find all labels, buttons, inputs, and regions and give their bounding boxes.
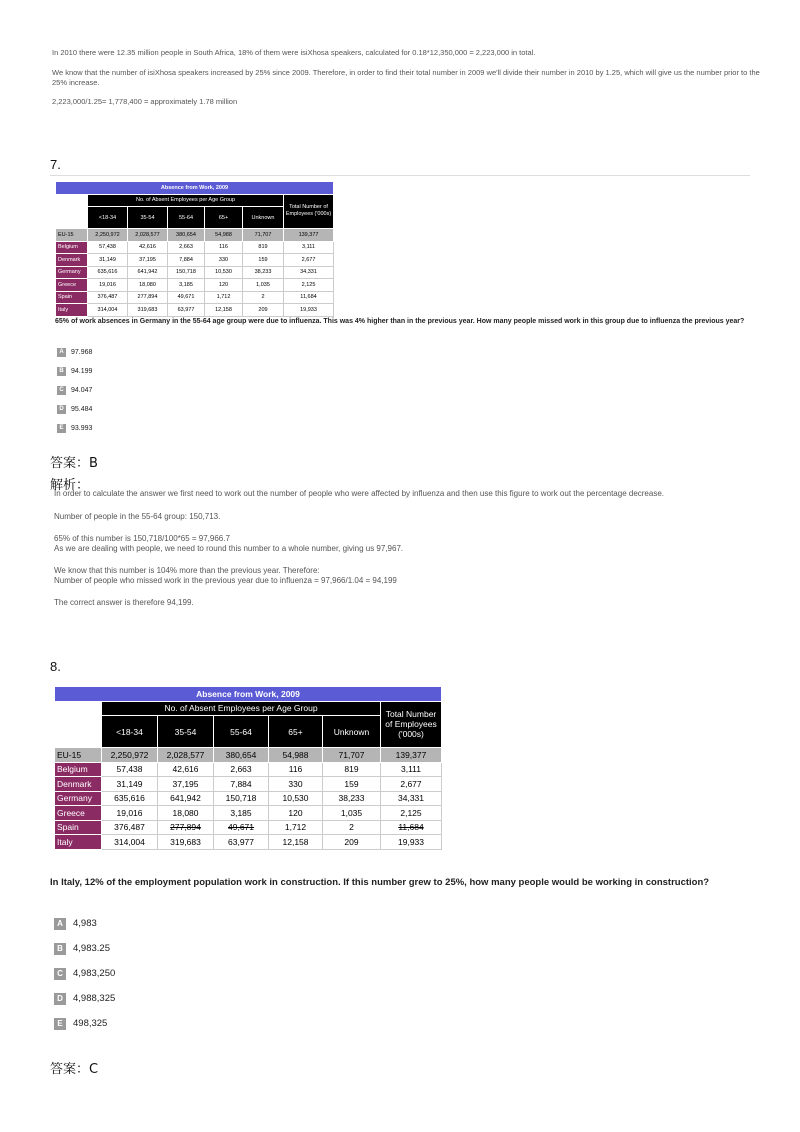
table-cell: 120	[205, 279, 243, 292]
table-row	[55, 835, 442, 850]
table-cell: 635,616	[88, 266, 128, 279]
table-row	[55, 791, 442, 806]
table-cell: 42,616	[128, 241, 168, 254]
table-cell: 277,894	[128, 291, 168, 304]
option-text: 498,325	[73, 1018, 108, 1029]
option-d[interactable]	[57, 400, 92, 419]
table-cell: 1,035	[243, 279, 284, 292]
table-cell: 3,185	[168, 279, 205, 292]
column-header: 35-54	[128, 207, 168, 229]
table-row	[56, 304, 334, 317]
option-e[interactable]	[54, 1011, 115, 1036]
column-header: Unknown	[243, 207, 284, 229]
option-text: 4,983,250	[73, 968, 116, 979]
option-letter: E	[54, 1018, 66, 1030]
table-cell: 57,438	[102, 762, 158, 777]
column-header: 55-64	[168, 207, 205, 229]
table-cell: 10,530	[205, 266, 243, 279]
table-cell: 2,125	[284, 279, 334, 292]
group-header: No. of Absent Employees per Age Group	[88, 194, 284, 207]
table-cell: 49,671	[168, 291, 205, 304]
option-letter: A	[54, 918, 66, 930]
table-cell: 54,988	[205, 229, 243, 242]
column-header: <18-34	[88, 207, 128, 229]
row-label: EU-15	[55, 748, 102, 763]
table-cell: 116	[269, 762, 323, 777]
question-7-number: 7.	[50, 157, 61, 172]
table-cell: 209	[323, 835, 381, 850]
table-row	[55, 762, 442, 777]
question-8-number: 8.	[50, 659, 61, 674]
table-cell: 2,677	[284, 254, 334, 267]
table-cell: 18,080	[128, 279, 168, 292]
table-corner	[55, 701, 102, 748]
table-cell: 11,684	[381, 820, 442, 835]
table-cell: 11,684	[284, 291, 334, 304]
option-letter: A	[57, 348, 66, 357]
option-letter: D	[54, 993, 66, 1005]
table-title: Absence from Work, 2009	[55, 687, 442, 702]
row-label: Greece	[56, 279, 88, 292]
table-cell: 120	[269, 806, 323, 821]
divider	[50, 175, 750, 176]
table-cell: 71,707	[323, 748, 381, 763]
table-cell: 1,035	[323, 806, 381, 821]
option-e[interactable]	[57, 419, 92, 438]
option-a[interactable]	[57, 343, 92, 362]
explanation-line: In order to calculate the answer we first need to work out the number of people who were affected by influenza and then use this figure to work out the percentage decrease.	[54, 489, 664, 498]
table-cell: 19,016	[102, 806, 158, 821]
option-d[interactable]	[54, 986, 115, 1011]
question-8-answer: 答案：C	[50, 1062, 99, 1077]
table-cell: 19,933	[381, 835, 442, 850]
column-header: 65+	[205, 207, 243, 229]
option-letter: E	[57, 424, 66, 433]
question-7-answer: 答案：B	[50, 456, 98, 471]
table-cell: 71,707	[243, 229, 284, 242]
option-text: 4,983	[73, 918, 97, 929]
table-cell: 2,125	[381, 806, 442, 821]
table-cell: 38,233	[243, 266, 284, 279]
table-cell: 38,233	[323, 791, 381, 806]
table-cell: 1,712	[205, 291, 243, 304]
absence-table-q7	[55, 181, 334, 317]
option-c[interactable]	[57, 381, 92, 400]
option-letter: D	[57, 405, 66, 414]
question-8-text: In Italy, 12% of the employment population work in construction. If this number grew to 25%, how many people would be working in construction?	[50, 877, 710, 888]
absence-table-q8	[54, 686, 442, 850]
table-cell: 2,028,577	[158, 748, 214, 763]
table-cell: 34,331	[284, 266, 334, 279]
total-header: Total Number of Employees ('000s)	[284, 194, 334, 229]
row-label: Italy	[55, 835, 102, 850]
table-cell: 319,683	[128, 304, 168, 317]
option-a[interactable]	[54, 911, 115, 936]
table-title: Absence from Work, 2009	[56, 182, 334, 195]
explanation-line: Number of people in the 55-64 group: 150,713.	[54, 512, 221, 521]
table-cell: 314,004	[88, 304, 128, 317]
table-cell: 57,438	[88, 241, 128, 254]
option-letter: C	[57, 386, 66, 395]
table-row	[56, 266, 334, 279]
table-cell: 63,977	[214, 835, 269, 850]
row-label: Denmark	[56, 254, 88, 267]
question-7-options	[57, 343, 92, 438]
column-header: <18-34	[102, 716, 158, 748]
table-cell: 37,195	[128, 254, 168, 267]
question-8-options	[54, 911, 115, 1036]
table-cell: 139,377	[381, 748, 442, 763]
intro-line-3: 2,223,000/1.25= 1,778,400 = approximately 1.78 million	[52, 97, 238, 106]
table-cell: 159	[243, 254, 284, 267]
table-cell: 330	[269, 777, 323, 792]
explanation-line: The correct answer is therefore 94,199.	[54, 598, 194, 607]
table-row	[56, 254, 334, 267]
row-label: Germany	[56, 266, 88, 279]
table-cell: 641,942	[128, 266, 168, 279]
option-text: 93.993	[71, 425, 93, 432]
table-cell: 49,671	[214, 820, 269, 835]
explanation-line: As we are dealing with people, we need to round this number to a whole number, giving us 97,967.	[54, 544, 404, 553]
table-cell: 31,149	[102, 777, 158, 792]
option-letter: C	[54, 968, 66, 980]
table-cell: 3,111	[284, 241, 334, 254]
table-cell: 19,933	[284, 304, 334, 317]
table-cell: 2,250,972	[88, 229, 128, 242]
table-cell: 18,080	[158, 806, 214, 821]
column-header: Unknown	[323, 716, 381, 748]
table-cell: 150,718	[168, 266, 205, 279]
table-cell: 42,616	[158, 762, 214, 777]
table-cell: 380,654	[168, 229, 205, 242]
table-cell: 19,016	[88, 279, 128, 292]
table-cell: 2	[243, 291, 284, 304]
table-cell: 3,111	[381, 762, 442, 777]
option-text: 94.047	[71, 387, 93, 394]
intro-explanation	[52, 48, 762, 107]
row-label: Greece	[55, 806, 102, 821]
column-header: 55-64	[214, 716, 269, 748]
column-header: 35-54	[158, 716, 214, 748]
table-row	[56, 229, 334, 242]
row-label: Italy	[56, 304, 88, 317]
table-cell: 3,185	[214, 806, 269, 821]
table-cell: 139,377	[284, 229, 334, 242]
table-cell: 2,250,972	[102, 748, 158, 763]
table-cell: 63,977	[168, 304, 205, 317]
table-cell: 376,487	[88, 291, 128, 304]
explanation-line: We know that this number is 104% more than the previous year. Therefore:	[54, 566, 320, 575]
group-header: No. of Absent Employees per Age Group	[102, 701, 381, 716]
table-cell: 54,988	[269, 748, 323, 763]
row-label: Germany	[55, 791, 102, 806]
option-b[interactable]	[54, 936, 115, 961]
table-row	[56, 291, 334, 304]
table-row	[55, 777, 442, 792]
table-row	[56, 279, 334, 292]
option-c[interactable]	[54, 961, 115, 986]
option-letter: B	[54, 943, 66, 955]
table-row	[55, 748, 442, 763]
table-cell: 376,487	[102, 820, 158, 835]
row-label: Denmark	[55, 777, 102, 792]
table-cell: 209	[243, 304, 284, 317]
table-row	[55, 806, 442, 821]
table-cell: 2,028,577	[128, 229, 168, 242]
table-cell: 12,158	[205, 304, 243, 317]
table-cell: 641,942	[158, 791, 214, 806]
table-cell: 31,149	[88, 254, 128, 267]
table-cell: 819	[323, 762, 381, 777]
explanation-line: 65% of this number is 150,718/100*65 = 97,966.7	[54, 534, 230, 543]
table-cell: 314,004	[102, 835, 158, 850]
question-7-explanation	[54, 489, 754, 608]
table-cell: 1,712	[269, 820, 323, 835]
option-letter: B	[57, 367, 66, 376]
table-cell: 7,884	[214, 777, 269, 792]
table-cell: 2,663	[168, 241, 205, 254]
explanation-label: 解析：	[50, 478, 90, 493]
table-cell: 380,654	[214, 748, 269, 763]
option-text: 4,983.25	[73, 943, 110, 954]
option-text: 97.968	[71, 349, 93, 356]
table-corner	[56, 194, 88, 229]
table-cell: 819	[243, 241, 284, 254]
table-cell: 2,677	[381, 777, 442, 792]
table-cell: 37,195	[158, 777, 214, 792]
table-cell: 34,331	[381, 791, 442, 806]
table-cell: 12,158	[269, 835, 323, 850]
intro-line-1: In 2010 there were 12.35 million people in South Africa, 18% of them were isiXhosa speakers, calculated for 0.18*12,350,000 = 2,223,000 in total.	[52, 48, 536, 57]
row-label: EU-15	[56, 229, 88, 242]
row-label: Belgium	[56, 241, 88, 254]
row-label: Spain	[56, 291, 88, 304]
explanation-line: Number of people who missed work in the previous year due to influenza = 97,966/1.04 = 94,199	[54, 576, 397, 585]
option-text: 94.199	[71, 368, 93, 375]
total-header: Total Number of Employees ('000s)	[381, 701, 442, 748]
table-cell: 277,894	[158, 820, 214, 835]
table-cell: 635,616	[102, 791, 158, 806]
row-label: Spain	[55, 820, 102, 835]
question-7-text: 65% of work absences in Germany in the 55-64 age group were due to influenza. This was 4% higher than in the previous year. How many people missed work in this group due to influenza the previous year?	[55, 318, 745, 325]
table-cell: 150,718	[214, 791, 269, 806]
table-cell: 319,683	[158, 835, 214, 850]
option-b[interactable]	[57, 362, 92, 381]
table-cell: 159	[323, 777, 381, 792]
table-cell: 7,884	[168, 254, 205, 267]
table-row	[56, 241, 334, 254]
table-cell: 2	[323, 820, 381, 835]
row-label: Belgium	[55, 762, 102, 777]
intro-line-2: We know that the number of isiXhosa speakers increased by 25% since 2009. Therefore, in order to find their total number in 2009 we'll divide their number in 2010 by 1.25, which will give us the number prior to the 25% increase.	[52, 68, 760, 87]
table-cell: 330	[205, 254, 243, 267]
table-cell: 10,530	[269, 791, 323, 806]
table-cell: 2,663	[214, 762, 269, 777]
option-text: 4,988,325	[73, 993, 116, 1004]
option-text: 95.484	[71, 406, 93, 413]
column-header: 65+	[269, 716, 323, 748]
table-cell: 116	[205, 241, 243, 254]
table-row	[55, 820, 442, 835]
